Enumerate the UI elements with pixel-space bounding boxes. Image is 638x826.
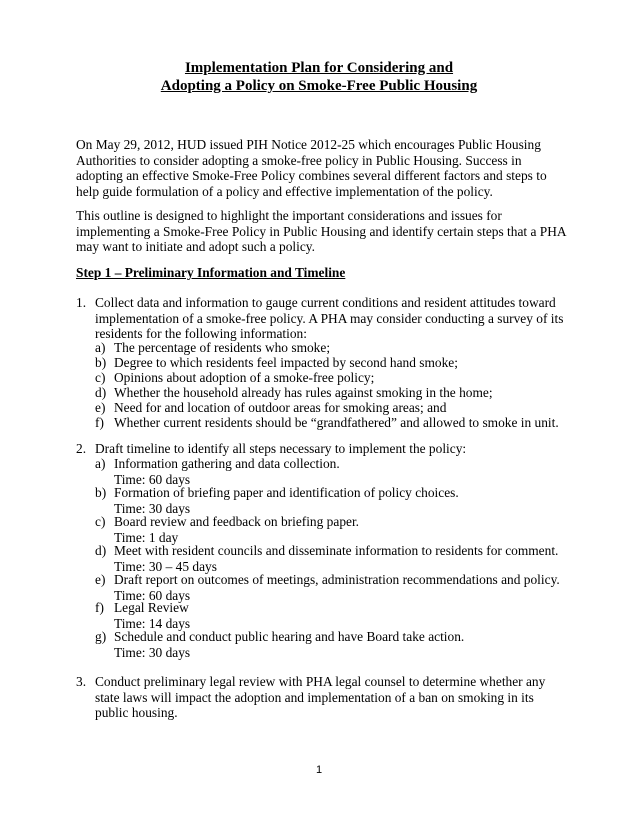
sub-item-2g: [95, 629, 567, 660]
page-number: 1: [315, 764, 323, 776]
sub-item-text: Legal Review: [114, 600, 189, 615]
sub-item-letter: c): [95, 514, 106, 529]
list-item-3: [76, 674, 566, 721]
title-line-2: Adopting a Policy on Smoke-Free Public Housing: [160, 78, 478, 94]
sub-item-time: Time: 60 days: [114, 471, 191, 487]
sub-item-time: Time: 30 days: [114, 500, 191, 516]
sub-item-2b: [95, 485, 567, 516]
sub-item-letter: f): [95, 415, 104, 430]
sub-item-letter: b): [95, 355, 107, 370]
sub-item-2a: [95, 456, 567, 487]
sub-item-text: Meet with resident councils and disseminate information to residents for comment.: [114, 543, 559, 558]
sub-item-letter: a): [95, 340, 106, 355]
sub-item-2f: [95, 600, 567, 631]
sub-item-time: Time: 1 day: [114, 529, 179, 545]
list-item-2: [76, 441, 566, 457]
list-item-2-text: Draft timeline to identify all steps necessary to implement the policy:: [95, 441, 467, 456]
list-item-1-text: Collect data and information to gauge current conditions and resident attitudes toward implementation of a smoke-free policy. A PHA may consider conducting a survey of its residents for the following information:: [95, 295, 564, 341]
sub-item-text: The percentage of residents who smoke;: [114, 340, 331, 355]
sub-item-letter: f): [95, 600, 104, 615]
sub-item-letter: a): [95, 456, 106, 471]
sub-item-1a: [95, 340, 567, 356]
intro-paragraph-1: On May 29, 2012, HUD issued PIH Notice 2012-25 which encourages Public Housing Authorities to consider adopting a smoke-free policy in Public Housing. Success in adopting an effective Smoke-Free Policy combines several different factors and steps to help guide formulation of a policy and effective implementation of the policy.: [76, 137, 547, 199]
sub-item-text: Degree to which residents feel impacted by second hand smoke;: [114, 355, 458, 370]
sub-item-text: Board review and feedback on briefing paper.: [114, 514, 360, 529]
sub-item-letter: e): [95, 400, 106, 415]
sub-item-letter: b): [95, 485, 107, 500]
sub-item-time: Time: 30 – 45 days: [114, 558, 217, 574]
sub-item-2c: [95, 514, 567, 545]
title-line-1: Implementation Plan for Considering and: [184, 60, 454, 76]
sub-item-text: Whether current residents should be “grandfathered” and allowed to smoke in unit.: [114, 415, 559, 430]
sub-item-text: Formation of briefing paper and identification of policy choices.: [114, 485, 459, 500]
sub-item-letter: d): [95, 385, 107, 400]
sub-item-text: Need for and location of outdoor areas for smoking areas; and: [114, 400, 447, 415]
sub-item-1f: [95, 415, 567, 431]
sub-item-letter: g): [95, 629, 107, 644]
sub-item-2d: [95, 543, 567, 574]
step1-heading: Step 1 – Preliminary Information and Timeline: [76, 265, 346, 280]
list-item-2-number: 2.: [76, 441, 87, 456]
sub-item-text: Opinions about adoption of a smoke-free policy;: [114, 370, 375, 385]
sub-item-text: Schedule and conduct public hearing and have Board take action.: [114, 629, 465, 644]
sub-item-1c: [95, 370, 567, 386]
sub-item-1d: [95, 385, 567, 401]
sub-item-text: Information gathering and data collection.: [114, 456, 340, 471]
list-item-3-number: 3.: [76, 674, 87, 689]
list-item-1: [76, 295, 566, 342]
sub-item-1b: [95, 355, 567, 371]
sub-item-letter: d): [95, 543, 107, 558]
document-title: [0, 59, 638, 95]
sub-item-text: Whether the household already has rules against smoking in the home;: [114, 385, 493, 400]
sub-item-1e: [95, 400, 567, 416]
sub-item-time: Time: 30 days: [114, 644, 191, 660]
sub-item-time: Time: 60 days: [114, 587, 191, 603]
list-item-3-text: Conduct preliminary legal review with PHA legal counsel to determine whether any state laws will impact the adoption and implementation of a ban on smoking in its public housing.: [95, 674, 546, 720]
sub-item-time: Time: 14 days: [114, 615, 191, 631]
sub-item-2e: [95, 572, 567, 603]
list-item-1-number: 1.: [76, 295, 87, 310]
sub-item-letter: e): [95, 572, 106, 587]
sub-item-letter: c): [95, 370, 106, 385]
sub-item-text: Draft report on outcomes of meetings, administration recommendations and policy.: [114, 572, 560, 587]
intro-paragraph-2: This outline is designed to highlight the important considerations and issues for implementing a Smoke-Free Policy in Public Housing and identify certain steps that a PHA may want to initiate and adopt such a policy.: [76, 208, 566, 254]
